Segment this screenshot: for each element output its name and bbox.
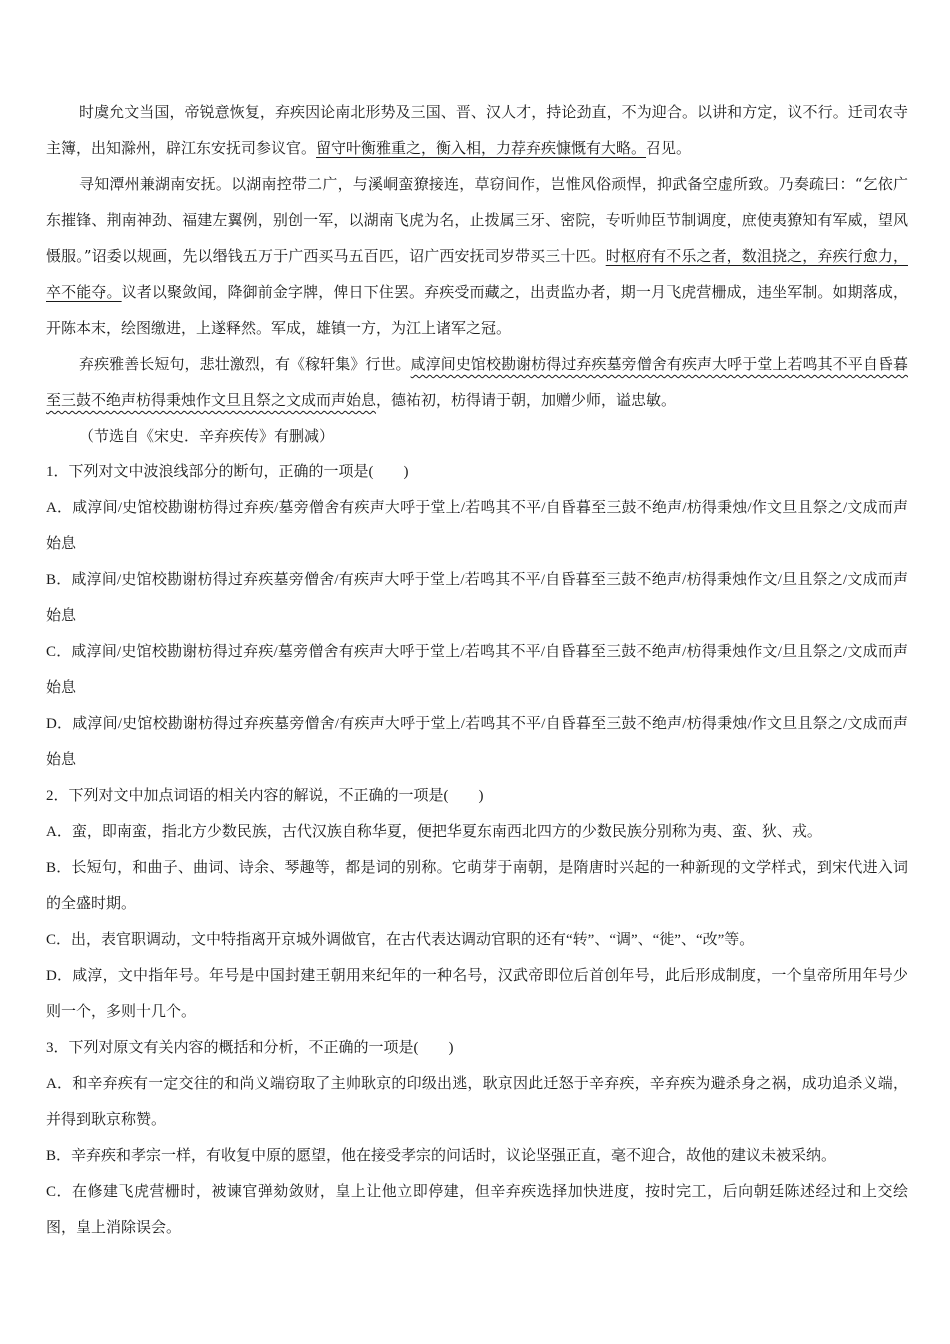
document-page <box>46 94 908 1246</box>
option-c: C．出，表官职调动，文中特指离开京城外调做官，在古代表达调动官职的还有“转”、“调”、“徙”、“改”等。 <box>46 932 755 948</box>
question-stem: 2．下列对文中加点词语的相关内容的解说，不正确的一项是( ) <box>46 788 484 804</box>
question-stem: 3．下列对原文有关内容的概括和分析，不正确的一项是( ) <box>46 1040 454 1056</box>
passage-text: 寻知潭州兼湖南安抚。以湖南控带二广，与溪峒蛮獠接连，草窃间作，岂惟风俗顽悍，抑武备空虚所致。乃奏疏曰：“乞依广东摧锋、荆南神劲、福建左翼例，别创一军，以湖南飞虎为名，止拨属三牙、密院，专听帅臣节制调度，庶使夷獠知有军威，望风慑服。”诏委以规画，先以缗钱五万于广西买马五百匹，诏广西安抚司岁带买三十匹。 <box>46 175 908 265</box>
question-stem: 1．下列对文中波浪线部分的断句，正确的一项是( ) <box>46 464 409 480</box>
option-a: A．蛮，即南蛮，指北方少数民族，古代汉族自称华夏，便把华夏东南西北四方的少数民族分别称为夷、蛮、狄、戎。 <box>46 824 822 840</box>
passage-paragraph-1 <box>46 94 908 166</box>
underlined-sentence: 时枢府有不乐之者，数沮挠之，弃疾行愈力，卒不能夺。 <box>46 247 908 301</box>
wavy-underlined-passage: 咸淳间史馆校勘谢枋得过弃疾墓旁僧舍有疾声大呼于堂上若鸣其不平自昏暮至三鼓不绝声枋得秉烛作文旦且祭之文成而声始息 <box>46 355 908 409</box>
passage-text: 议者以聚敛闻，降御前金字牌，俾日下住罢。弃疾受而藏之，出责监办者，期一月飞虎营栅成，违坐军制。如期落成，开陈本末，绘图缴进，上遂释然。军成，雄镇一方，为江上诸军之冠。 <box>46 283 908 337</box>
underlined-sentence: 留守叶衡雅重之，衡入相，力荐弃疾慷慨有大略。 <box>316 139 647 157</box>
option-d: D．咸淳，文中指年号。年号是中国封建王朝用来纪年的一种名号，汉武帝即位后首创年号，此后形成制度，一个皇帝所用年号少则一个，多则十几个。 <box>46 968 908 1020</box>
option-d: D．咸淳间/史馆校勘谢枋得过弃疾墓旁僧舍/有疾声大呼于堂上/若鸣其不平/自昏暮至三鼓不绝声/枋得秉烛/作文旦且祭之/文成而声始息 <box>46 716 908 768</box>
question-3 <box>46 1030 908 1246</box>
option-b: B．咸淳间/史馆校勘谢枋得过弃疾墓旁僧舍/有疾声大呼于堂上/若鸣其不平/自昏暮至三鼓不绝声/枋得秉烛作文/旦且祭之/文成而声始息 <box>46 572 908 624</box>
question-2 <box>46 778 908 1030</box>
passage-text: 时虞允文当国，帝锐意恢复，弃疾因论南北形势及三国、晋、汉人才，持论劲直，不为迎合。以讲和方定，议不行。迁司农寺主簿，出知滁州，辟江东安抚司参议官。 <box>46 103 908 157</box>
passage-text: 召见。 <box>646 139 692 157</box>
passage-text: ，德祐初，枋得请于朝，加赠少师，谥忠敏。 <box>376 391 677 409</box>
passage-source: （节选自《宋史．辛弃疾传》有删减） <box>79 427 335 445</box>
option-b: B．长短句，和曲子、曲词、诗余、琴趣等，都是词的别称。它萌芽于南朝，是隋唐时兴起的一种新现的文学样式，到宋代进入词的全盛时期。 <box>46 860 908 912</box>
passage-paragraph-2 <box>46 166 908 346</box>
passage-paragraph-3 <box>46 346 908 418</box>
option-c: C．在修建飞虎营栅时，被谏官弹劾敛财，皇上让他立即停建，但辛弃疾选择加快进度，按时完工，后向朝廷陈述经过和上交绘图，皇上消除误会。 <box>46 1184 908 1236</box>
option-c: C．咸淳间/史馆校勘谢枋得过弃疾/墓旁僧舍有疾声大呼于堂上/若鸣其不平/自昏暮至三鼓不绝声/枋得秉烛作文/旦且祭之/文成而声始息 <box>46 644 908 696</box>
option-a: A．和辛弃疾有一定交往的和尚义端窃取了主帅耿京的印级出逃，耿京因此迁怒于辛弃疾，辛弃疾为避杀身之祸，成功追杀义端，并得到耿京称赞。 <box>46 1076 908 1128</box>
passage-text: 弃疾雅善长短句，悲壮激烈，有《稼轩集》行世。 <box>79 355 411 373</box>
question-1 <box>46 454 908 778</box>
option-a: A．咸淳间/史馆校勘谢枋得过弃疾/墓旁僧舍有疾声大呼于堂上/若鸣其不平/自昏暮至三鼓不绝声/枋得秉烛/作文旦且祭之/文成而声始息 <box>46 500 908 552</box>
option-b: B．辛弃疾和孝宗一样，有收复中原的愿望，他在接受孝宗的问话时，议论坚强正直，毫不迎合，故他的建议未被采纳。 <box>46 1148 837 1164</box>
